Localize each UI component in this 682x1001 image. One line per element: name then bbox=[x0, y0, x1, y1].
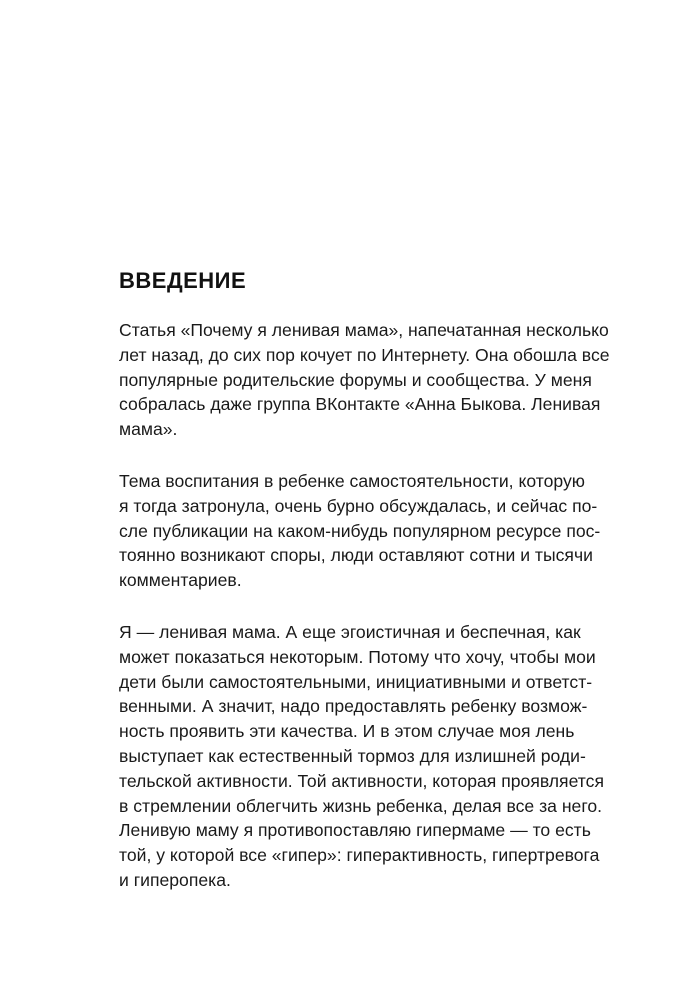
text-line: той, у которой все «гипер»: гиперактивность, гипертревога bbox=[119, 845, 600, 866]
paragraph-3 bbox=[119, 620, 604, 893]
text-line: сле публикации на каком-нибудь популярном ресурсе пос- bbox=[119, 520, 601, 541]
paragraph-1 bbox=[119, 318, 610, 442]
text-line: популярные родительские форумы и сообщества. У меня bbox=[119, 369, 592, 390]
text-line: дети были самостоятельными, инициативными и ответст- bbox=[119, 671, 593, 692]
text-line: венными. А значит, надо предоставлять ребенку возмож- bbox=[119, 696, 588, 717]
text-line: тельской активности. Той активности, которая проявляется bbox=[119, 770, 604, 791]
text-line: мама». bbox=[119, 419, 178, 440]
text-line: в стремлении облегчить жизнь ребенка, делая все за него. bbox=[119, 795, 603, 816]
text-line: Я — ленивая мама. А еще эгоистичная и беспечная, как bbox=[119, 621, 581, 642]
text-line: может показаться некоторым. Потому что хочу, чтобы мои bbox=[119, 646, 596, 667]
text-line: тоянно возникают споры, люди оставляют сотни и тысячи bbox=[119, 545, 593, 566]
text-line: ность проявить эти качества. И в этом случае моя лень bbox=[119, 721, 575, 742]
text-line: собралась даже группа ВКонтакте «Анна Быкова. Ленивая bbox=[119, 394, 601, 415]
text-line: и гиперопека. bbox=[119, 869, 231, 890]
chapter-body bbox=[119, 318, 610, 920]
text-line: комментариев. bbox=[119, 570, 242, 591]
text-line: лет назад, до сих пор кочует по Интернету. Она обошла все bbox=[119, 344, 610, 365]
text-line: Статья «Почему я ленивая мама», напечатанная несколько bbox=[119, 320, 609, 340]
text-line: Ленивую маму я противопоставляю гипермаме — то есть bbox=[119, 820, 591, 841]
chapter-heading: ВВЕДЕНИЕ bbox=[119, 268, 247, 293]
text-line: Тема воспитания в ребенке самостоятельности, которую bbox=[119, 470, 585, 491]
text-line: выступает как естественный тормоз для излишней роди- bbox=[119, 745, 586, 766]
paragraph-2 bbox=[119, 469, 601, 593]
text-line: я тогда затронула, очень бурно обсуждалась, и сейчас по- bbox=[119, 495, 598, 516]
